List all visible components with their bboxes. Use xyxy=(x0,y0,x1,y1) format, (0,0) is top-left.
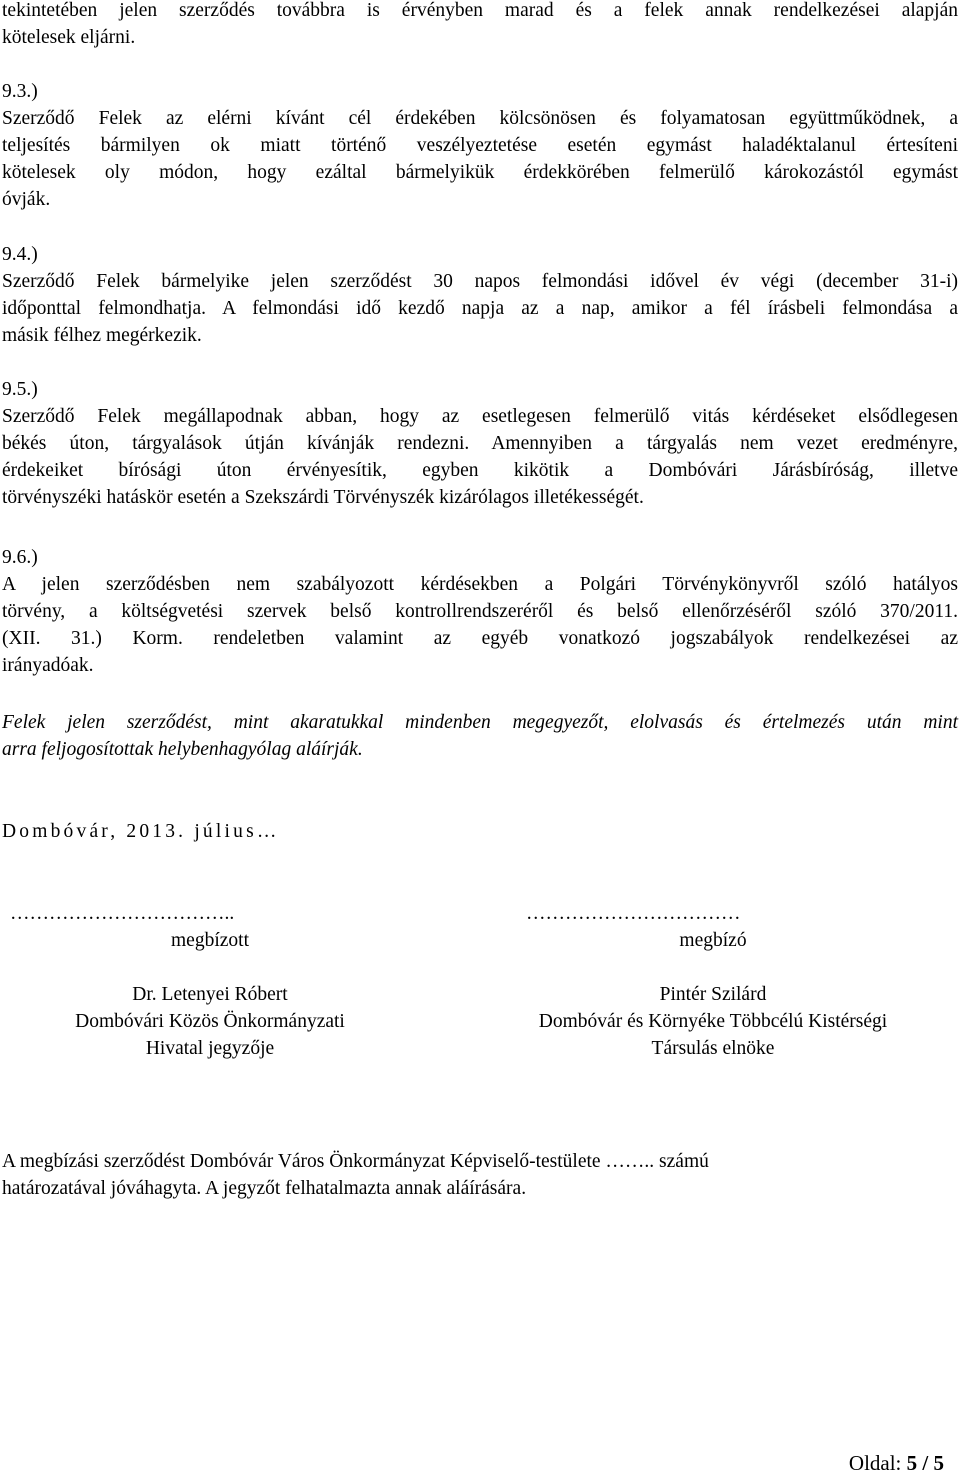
signature-title: Hivatal jegyzője xyxy=(145,1038,275,1059)
text-line: törvény, a költségvetési szervek belső kontrollrendszeréről és belső ellenőrzéséről szóló 370/2011. xyxy=(2,601,958,622)
text-line: (XII. 31.) Korm. rendeletben valamint az egyéb vonatkozó jogszabályok rendelkezései az xyxy=(2,628,958,649)
section-number: 9.4.) xyxy=(2,244,38,265)
page-count: 5 / 5 xyxy=(906,1451,944,1475)
page-label: Oldal: xyxy=(848,1451,902,1475)
text-line: tekintetében jelen szerződés továbbra is érvényben marad és a felek annak rendelkezései alapján xyxy=(2,0,958,21)
text-line: arra feljogosítottak helybenhagyólag aláírják. xyxy=(2,739,363,760)
text-line: időponttal felmondhatja. A felmondási idő kezdő napja az a nap, amikor a fél írásbeli felmondása a xyxy=(2,298,958,319)
text-line: Szerződő Felek bármelyike jelen szerződést 30 napos felmondási idővel év végi (december 31-i) xyxy=(2,271,958,292)
text-line: irányadóak. xyxy=(2,655,94,676)
section-9-3 xyxy=(2,78,958,213)
text-line: A jelen szerződésben nem szabályozott kérdésekben a Polgári Törvénykönyvről szóló hatályos xyxy=(2,574,958,595)
section-number: 9.5.) xyxy=(2,379,38,400)
signature-name: Dr. Letenyei Róbert xyxy=(132,984,288,1005)
section-number: 9.3.) xyxy=(2,81,38,102)
signature-left xyxy=(10,900,410,1062)
text-line: A megbízási szerződést Dombóvár Város Önkormányzat Képviselő-testülete …….. számú xyxy=(2,1151,709,1172)
signature-title: Társulás elnöke xyxy=(651,1038,775,1059)
section-9-6 xyxy=(2,544,958,679)
signature-role: megbízó xyxy=(679,930,747,951)
text-line: kötelesek eljárni. xyxy=(2,27,136,48)
text-line: kötelesek oly módon, hogy ezáltal bármelyikük érdekkörében felmerülő károkozástól egymást xyxy=(2,162,958,183)
text-line: másik félhez megérkezik. xyxy=(2,325,202,346)
section-number: 9.6.) xyxy=(2,547,38,568)
section-9-4 xyxy=(2,241,958,349)
text-line: törvényszéki hatáskör esetén a Szekszárdi Törvényszék kizárólagos illetékességét. xyxy=(2,487,644,508)
closing-statement xyxy=(2,709,958,763)
text-line: érdekeiket bírósági úton érvényesítik, egyben kikötik a Dombóvári Járásbíróság, illetve xyxy=(2,460,958,481)
text-line: teljesítés bármilyen ok miatt történő veszélyeztetése esetén egymást haladéktalanul értesíteni xyxy=(2,135,958,156)
text-line: Szerződő Felek megállapodnak abban, hogy az esetlegesen felmerülő vitás kérdéseket elsődlegesen xyxy=(2,406,958,427)
text-line: határozatával jóváhagyta. A jegyzőt felhatalmazta annak aláírására. xyxy=(2,1178,527,1199)
intro-paragraph xyxy=(2,0,958,51)
signature-name: Pintér Szilárd xyxy=(659,984,767,1005)
signature-org: Dombóvári Közös Önkormányzati xyxy=(75,1011,345,1032)
signature-role: megbízott xyxy=(171,930,249,951)
approval-paragraph xyxy=(2,1148,958,1202)
date-line: Dombóvár, 2013. július… xyxy=(2,821,280,842)
text-line: Szerződő Felek az elérni kívánt cél érdekében kölcsönösen és folyamatosan együttműködnek, a xyxy=(2,108,958,129)
signature-org: Dombóvár és Környéke Többcélú Kistérségi xyxy=(538,1011,888,1032)
signature-dots: …………………………… xyxy=(526,903,741,924)
page-number xyxy=(849,1451,944,1475)
text-line: Felek jelen szerződést, mint akaratukkal mindenben megegyezőt, elolvasás és értelmezés után mint xyxy=(2,712,958,733)
text-line: békés úton, tárgyalások útján kívánják rendezni. Amennyiben a tárgyalás nem vezet eredményre, xyxy=(2,433,958,454)
signature-right xyxy=(486,900,960,1062)
text-line: óvják. xyxy=(2,189,51,210)
signature-dots: …………………………….. xyxy=(10,903,235,924)
section-9-5 xyxy=(2,376,958,511)
